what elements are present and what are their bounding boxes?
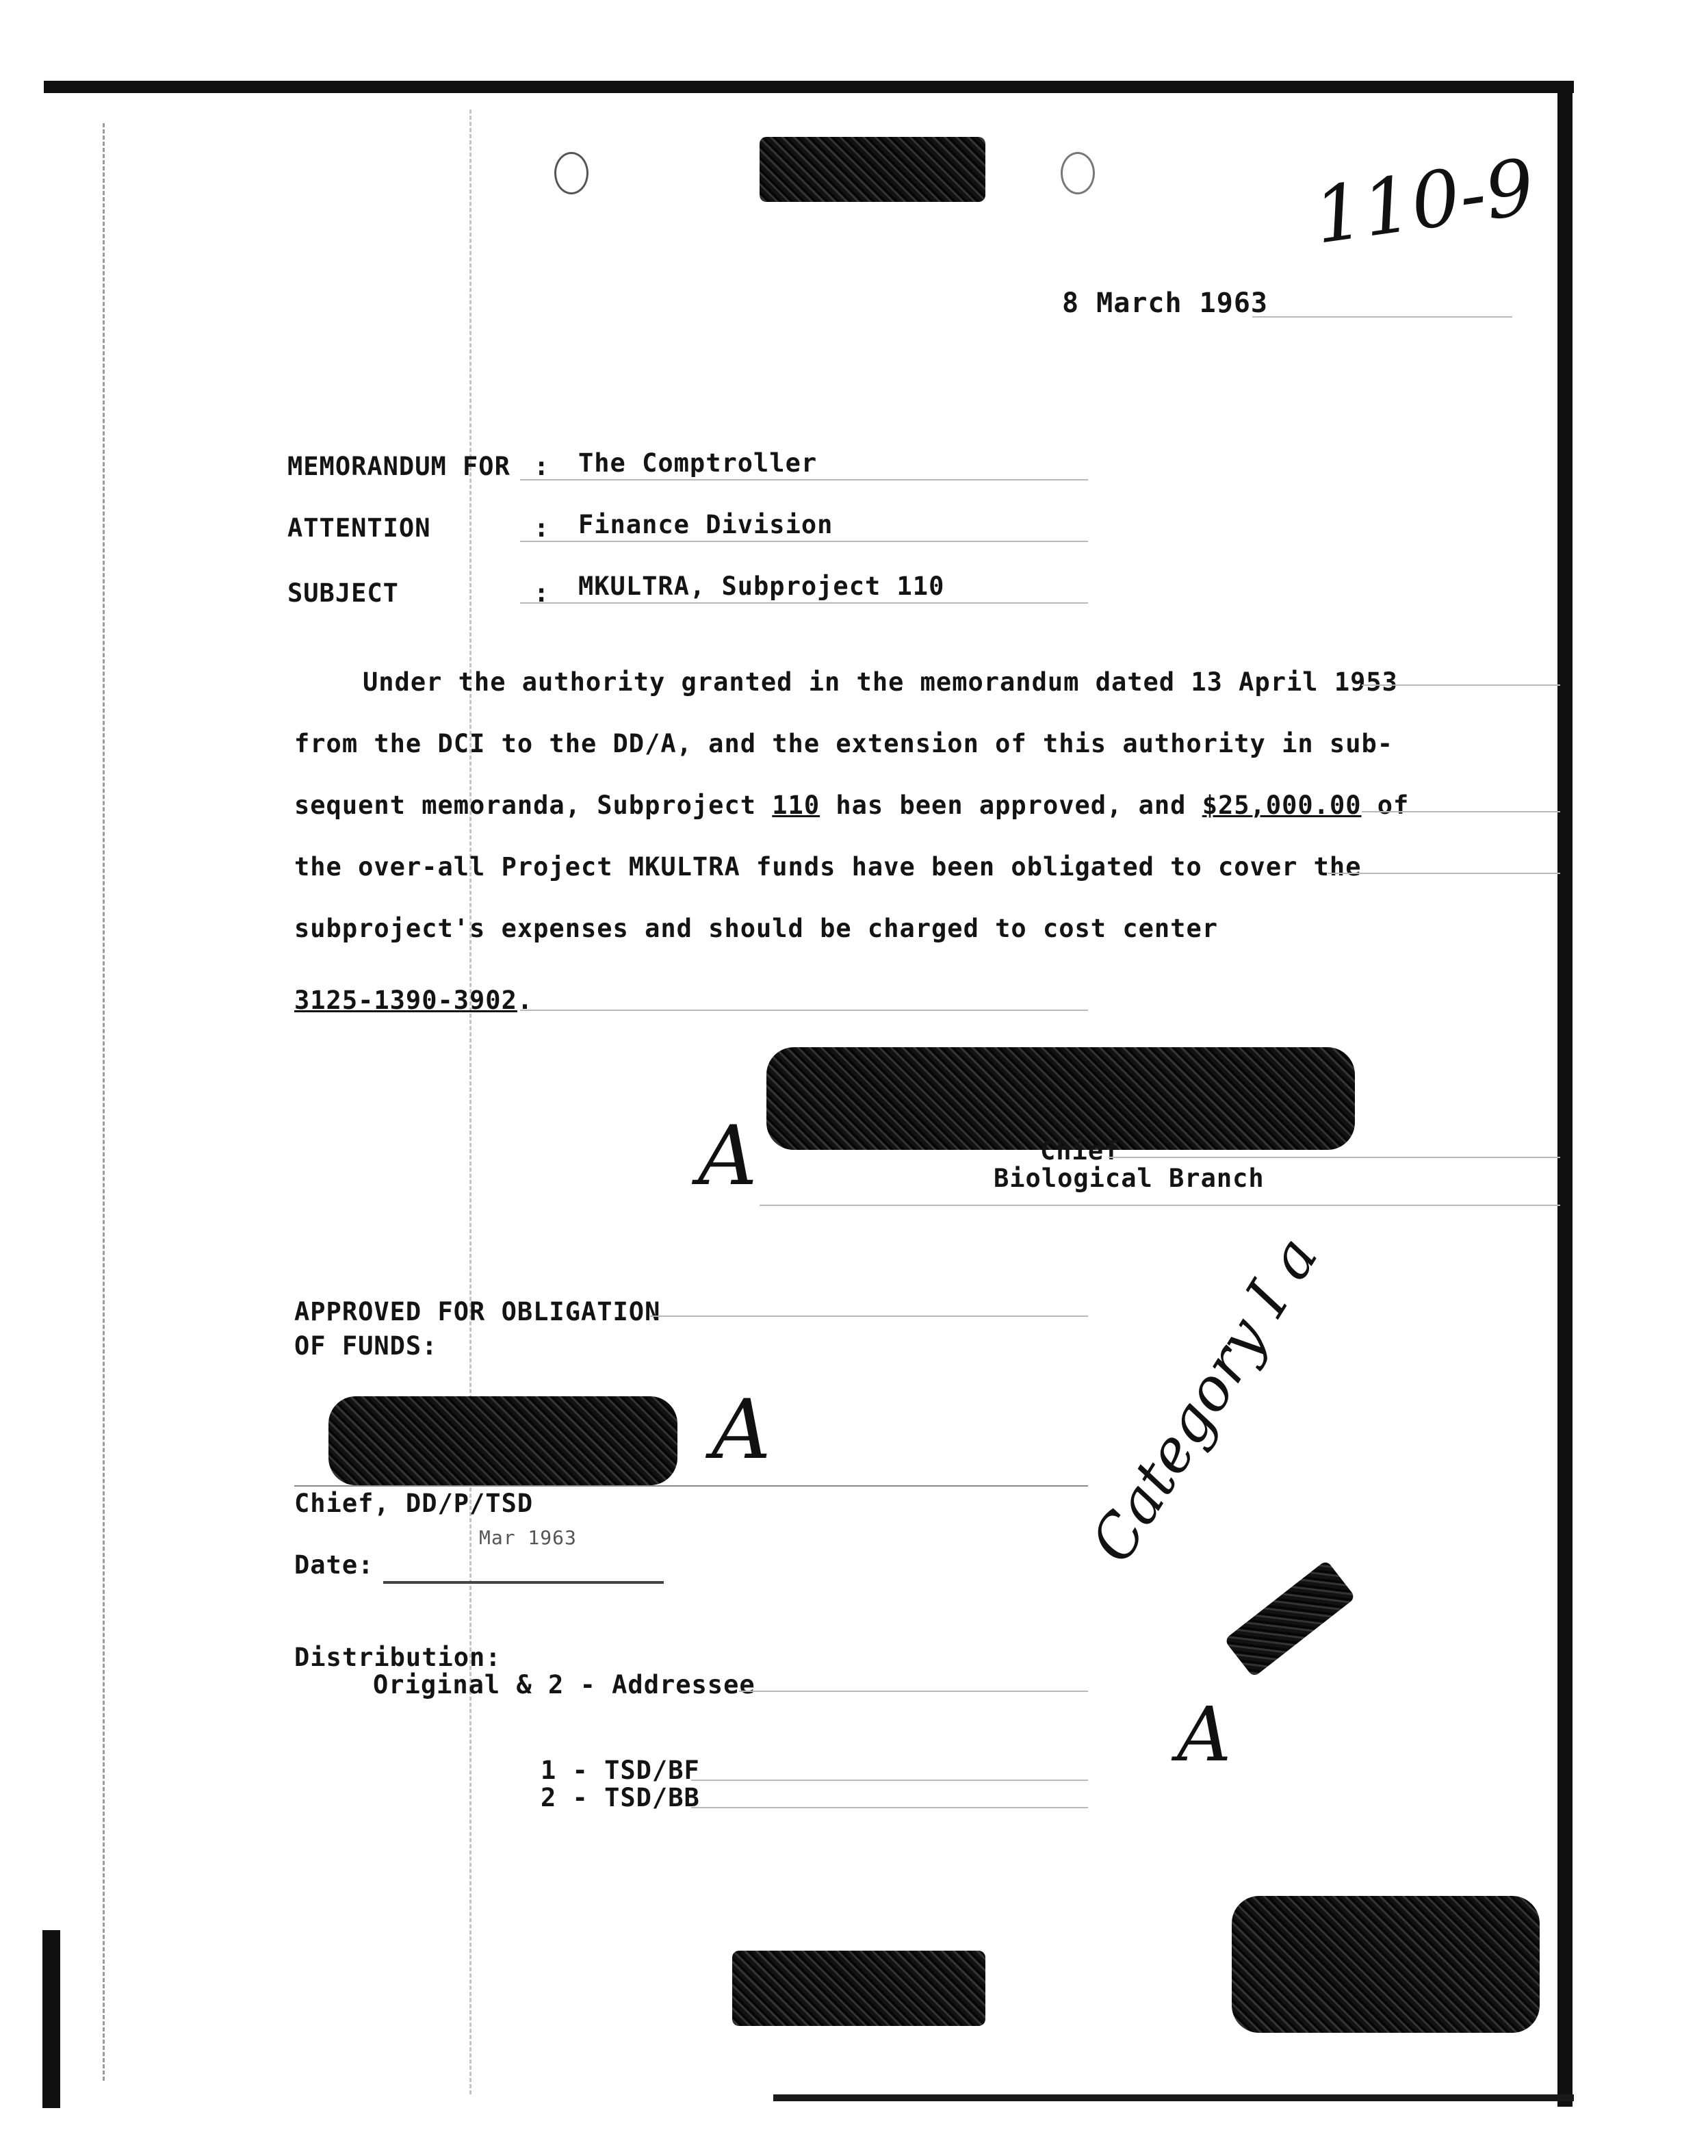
distribution-item-3: 2 - TSD/BB	[541, 1783, 700, 1812]
cost-center-period: .	[517, 986, 534, 1015]
cost-center-rule	[520, 1010, 1088, 1011]
scan-dash-left	[103, 123, 105, 2081]
signature-rule-2	[760, 1205, 1560, 1206]
approval-date-line	[383, 1581, 664, 1584]
approver-title: Chief, DD/P/TSD	[294, 1489, 534, 1518]
handwritten-mark-a: A	[698, 1109, 758, 1204]
body-line-4: the over-all Project MKULTRA funds have been obligated to cover the	[294, 852, 1362, 882]
punch-hole-left	[554, 152, 588, 194]
body-line-1-text: Under the authority granted in the memorandum dated	[363, 667, 1191, 697]
scan-border-right	[1557, 81, 1573, 2107]
approval-date-label: Date:	[294, 1550, 374, 1580]
memorandum-for-line	[520, 479, 1088, 480]
distribution-rule-2	[691, 1780, 1088, 1781]
body-line-3-rule	[1362, 811, 1560, 812]
memorandum-for-value: The Comptroller	[578, 448, 818, 478]
handwritten-category-mark: A	[1177, 1691, 1232, 1778]
distribution-rule-3	[691, 1807, 1088, 1808]
approval-rule	[650, 1316, 1088, 1317]
distribution-item-2: 1 - TSD/BF	[541, 1756, 700, 1785]
body-line-3	[294, 791, 1409, 820]
signature-rule-1	[1109, 1157, 1560, 1158]
distribution-rule-1	[739, 1691, 1088, 1692]
redaction-approver	[328, 1396, 677, 1485]
redaction-bottom-right	[1232, 1896, 1540, 2033]
memorandum-for-label: MEMORANDUM FOR	[287, 452, 510, 481]
redaction-signature	[766, 1047, 1355, 1150]
body-line-3-mid: has been approved, and	[820, 791, 1202, 820]
subject-label: SUBJECT	[287, 578, 399, 608]
scan-border-left	[42, 1930, 60, 2108]
subject-line	[520, 602, 1088, 604]
handwritten-approval-mark: A	[712, 1383, 771, 1478]
separator-2: :	[534, 513, 550, 543]
body-line-3-pre: sequent memoranda, Subproject	[294, 791, 773, 820]
memo-reference-date: 13 April 1953	[1191, 667, 1398, 697]
body-line-1	[363, 667, 1398, 697]
body-line-2: from the DCI to the DD/A, and the extension of this authority in sub-	[294, 729, 1394, 758]
separator-3: :	[534, 578, 550, 608]
distribution-item-1: Original & 2 - Addressee	[373, 1670, 755, 1699]
body-line-4-rule	[1328, 873, 1560, 874]
body-line-5: subproject's expenses and should be charged to cost center	[294, 914, 1219, 943]
handwritten-category: Category I a	[1078, 1224, 1332, 1574]
attention-value: Finance Division	[578, 510, 833, 539]
subproject-number: 110	[772, 791, 820, 820]
redaction-category	[1224, 1560, 1356, 1678]
scan-border-top	[44, 81, 1574, 93]
memo-date: 8 March 1963	[1062, 287, 1268, 319]
handwritten-number: 110-9	[1308, 142, 1540, 261]
date-stamp: Mar 1963	[479, 1526, 577, 1549]
cost-center-line	[294, 986, 533, 1015]
date-line	[1252, 316, 1512, 318]
subject-value: MKULTRA, Subproject 110	[578, 572, 945, 601]
obligated-amount: $25,000.00	[1202, 791, 1362, 820]
scan-border-bottom	[773, 2094, 1574, 2101]
distribution-label: Distribution:	[294, 1643, 502, 1672]
signature-title-branch: Biological Branch	[994, 1164, 1265, 1193]
redaction-top	[760, 137, 985, 202]
separator-1: :	[534, 452, 550, 481]
approver-signature-line	[294, 1485, 1088, 1487]
body-line-1-rule	[1362, 684, 1560, 686]
punch-hole-right	[1061, 152, 1095, 194]
approval-heading-2: OF FUNDS:	[294, 1331, 438, 1361]
cost-center: 3125-1390-3902	[294, 986, 517, 1015]
scan-dash-mid	[469, 110, 471, 2094]
attention-line	[520, 541, 1088, 542]
redaction-bottom-left	[732, 1951, 985, 2026]
attention-label: ATTENTION	[287, 513, 431, 543]
body-line-3-post: of	[1361, 791, 1410, 820]
approval-heading-1: APPROVED FOR OBLIGATION	[294, 1297, 661, 1326]
signature-title-chief: Chief	[1040, 1136, 1120, 1166]
